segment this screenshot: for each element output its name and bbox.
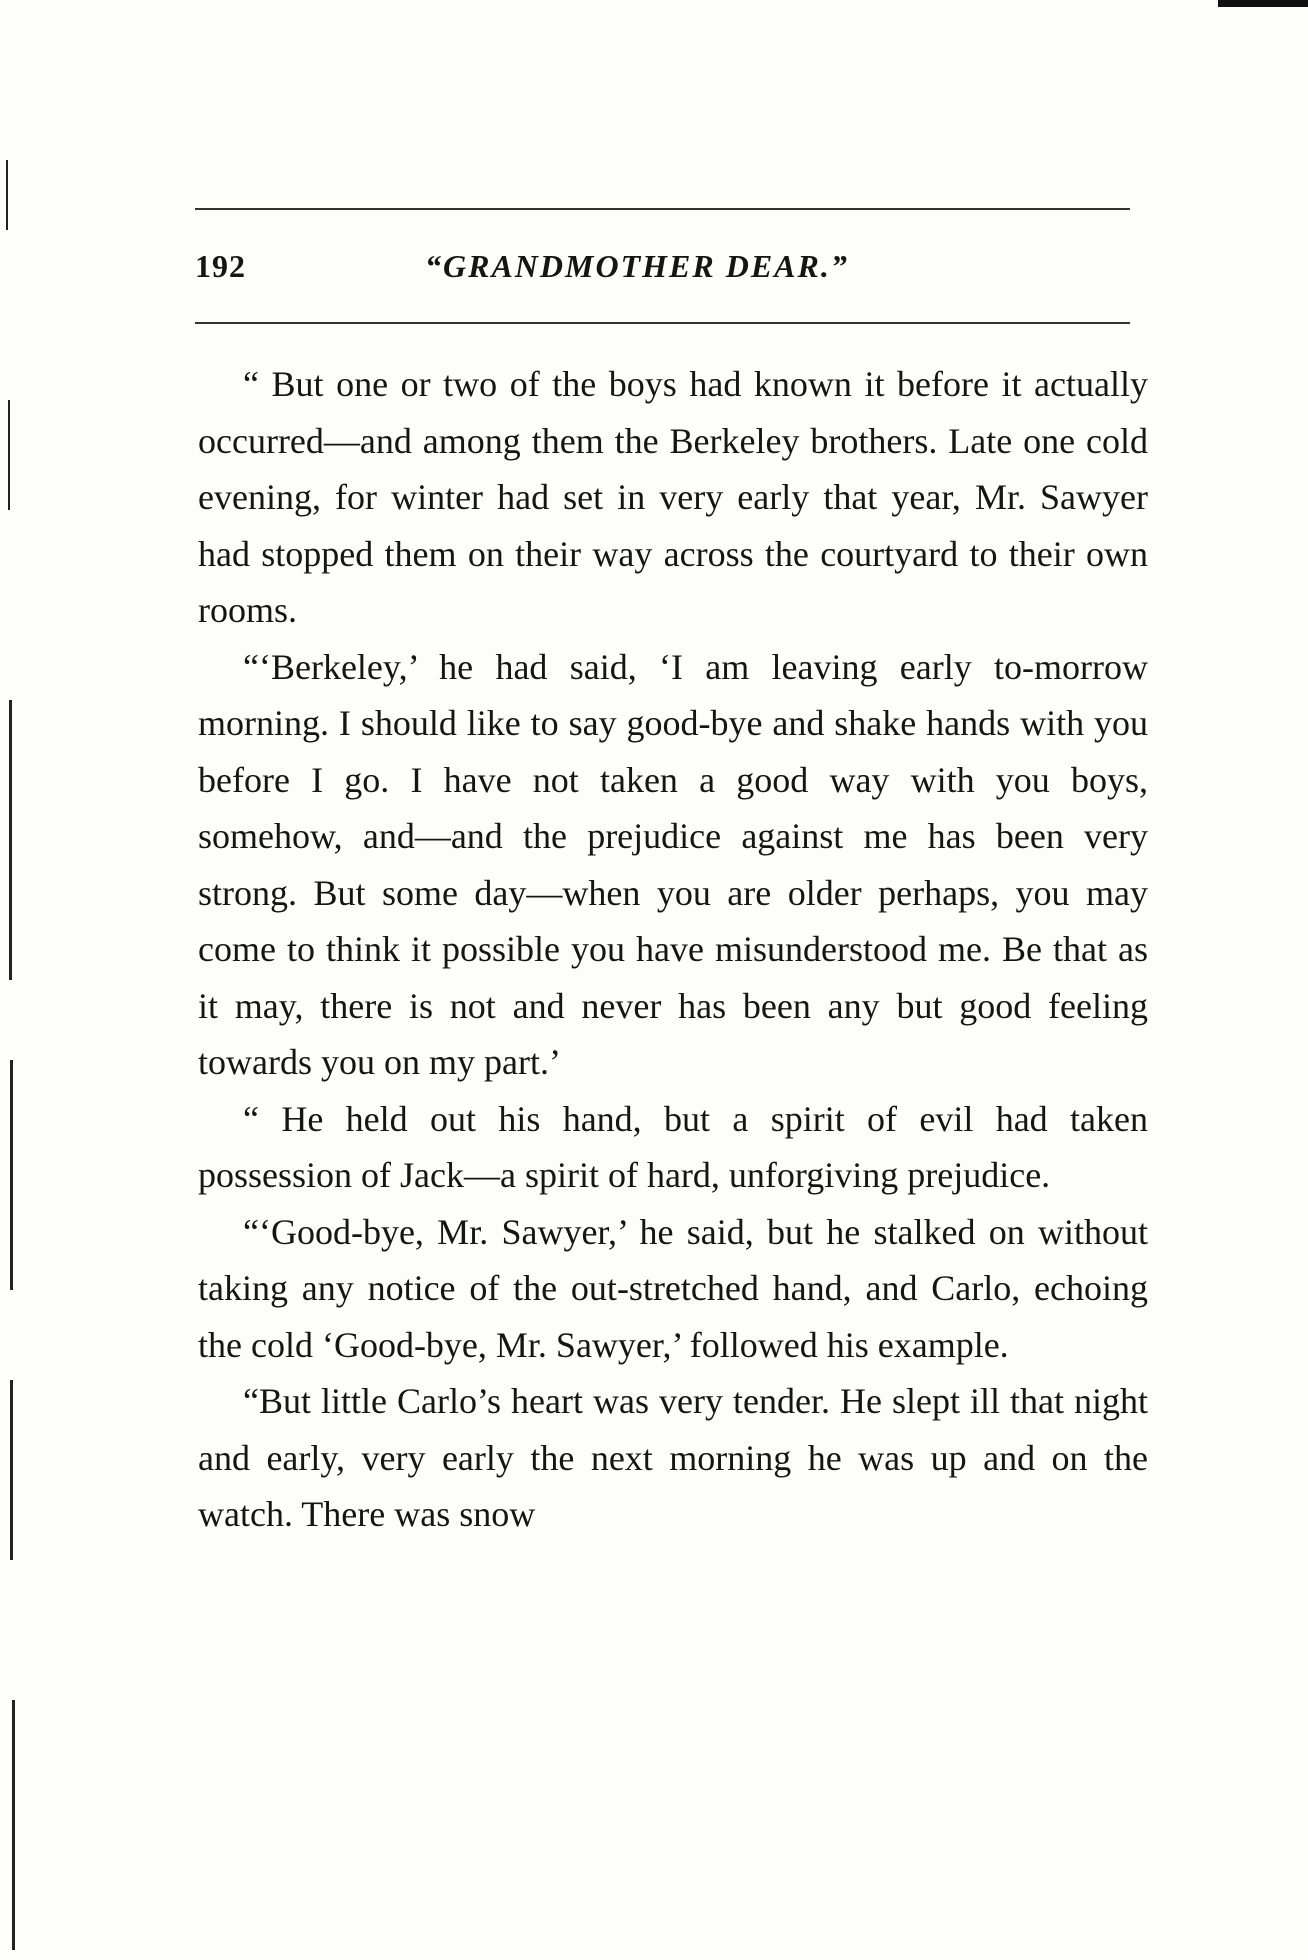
body-text — [198, 356, 1148, 1543]
paragraph: “‘Good-bye, Mr. Sawyer,’ he said, but he stalked on without taking any notice of the out-stretched hand, and Carlo, echoing the cold ‘Good-bye, Mr. Sawyer,’ followed his example. — [198, 1211, 1148, 1365]
scan-artifact — [1218, 0, 1308, 7]
paragraph: “ But one or two of the boys had known it before it actually occurred—and among them the Berkeley brothers. Late one cold evening, for winter had set in very early that year, Mr. Sawyer had stopped them on their way across the courtyard to their own rooms. — [198, 364, 1148, 630]
page-header — [195, 248, 1130, 298]
scan-artifact — [10, 1380, 13, 1560]
running-title: “GRANDMOTHER DEAR.” — [425, 248, 849, 284]
paragraph: “ He held out his hand, but a spirit of evil had taken possession of Jack—a spirit of hard, unforgiving prejudice. — [198, 1098, 1148, 1195]
scan-artifact — [9, 700, 12, 980]
scan-artifact — [6, 160, 8, 230]
scan-artifact — [10, 1060, 13, 1290]
header-rule-bottom — [195, 322, 1130, 324]
page-number: 192 — [195, 248, 246, 284]
scan-artifact — [12, 1700, 15, 1950]
scan-artifact — [8, 400, 10, 510]
paragraph: “‘Berkeley,’ he had said, ‘I am leaving early to-morrow morning. I should like to say good-bye and shake hands with you before I go. I have not taken a good way with you boys, somehow, and—and the prejudice against me has been very strong. But some day—when you are older perhaps, you may come to think it possible you have misunderstood me. Be that as it may, there is not and never has been any but good feeling towards you on my part.’ — [198, 646, 1148, 1082]
header-rule-top — [195, 208, 1130, 210]
paragraph: “But little Carlo’s heart was very tender. He slept ill that night and early, very early the next morning he was up and on the watch. There was snow — [198, 1381, 1148, 1534]
